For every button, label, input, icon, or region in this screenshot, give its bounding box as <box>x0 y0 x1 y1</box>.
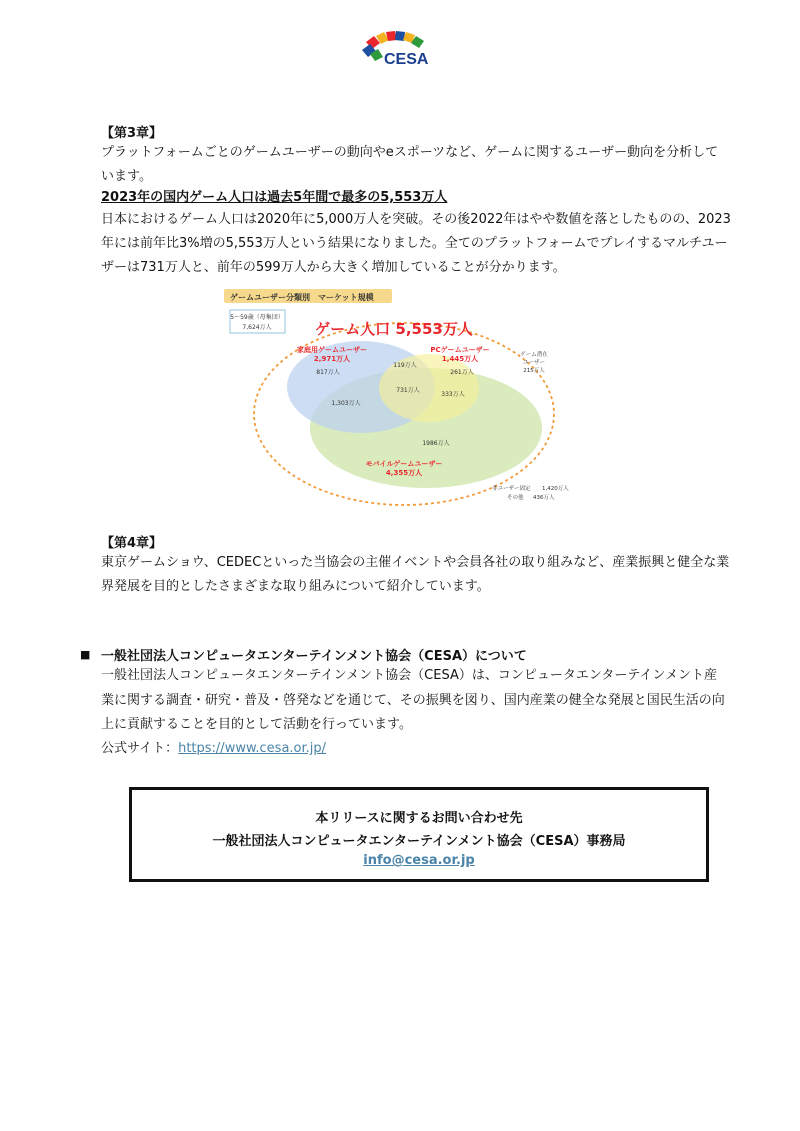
value-console-pc: 119万人 <box>393 362 417 369</box>
contact-line2: 一般社団法人コンピュータエンターテインメント協会（CESA）事務局 <box>212 834 626 849</box>
pc-value: 1,445万人 <box>441 355 479 363</box>
bullet-square-icon: ■ <box>80 648 91 661</box>
value-pc-only: 261万人 <box>450 369 474 376</box>
contact-line1: 本リリースに関するお問い合わせ先 <box>315 811 523 826</box>
site-label: 公式サイト： <box>101 741 179 756</box>
base-label: 5～59歳（母集団） <box>230 314 284 321</box>
contact-email-link[interactable]: info@cesa.or.jp <box>363 853 475 868</box>
console-label: 家庭用ゲームユーザー <box>297 346 367 354</box>
latent-label-2: ユーザー <box>522 360 546 366</box>
console-value: 2,971万人 <box>313 355 351 363</box>
latent-label-1: ゲーム潜在 <box>520 352 548 358</box>
about-body: 一般社団法人コンピュータエンターテインメント協会（CESA）は、コンピュータエンターテインメント産業に関する調査・研究・普及・啓発などを通じて、その振興を図り、国内産業の健全な発展と国民生活の向上に貢献することを目的として活動を行っています。 <box>101 668 725 732</box>
other-label: その他 <box>507 495 524 501</box>
game-population-venn-diagram <box>224 288 574 506</box>
contact-email-wrap <box>132 853 706 868</box>
nonuser-value: 1,420万人 <box>542 486 569 492</box>
mobile-label: モバイルゲームユーザー <box>365 460 443 468</box>
chapter3-text: プラットフォームごとのゲームユーザーの動向やeスポーツなど、ゲームに関するユーザー動向を分析しています。 <box>101 145 719 184</box>
highlight-body: 日本におけるゲーム人口は2020年に5,000万人を突破。その後2022年はやや数値を落としたものの、2023年には前年比3%増の5,553万人という結果になりました。全てのプラットフォームでプレイするマルチユーザーは731万人と、前年の599万人から大きく増加していることが分かります。 <box>101 212 731 275</box>
chapter3-heading: 【第3章】 <box>101 126 163 141</box>
value-console-only: 817万人 <box>316 369 340 376</box>
about-title: 一般社団法人コンピュータエンターテインメント協会（CESA）について <box>101 649 527 664</box>
total-title: ゲーム人口 5,553万人 <box>315 320 473 338</box>
highlight-headline: 2023年の国内ゲーム人口は過去5年間で最多の5,553万人 <box>101 190 448 205</box>
contact-box <box>129 787 709 882</box>
base-value: 7,624万人 <box>242 324 272 331</box>
site-link[interactable]: https://www.cesa.or.jp/ <box>178 741 327 756</box>
nonuser-label: 非ユーザー固定 <box>492 486 531 492</box>
value-pc-mobile: 333万人 <box>441 391 465 398</box>
official-site-line <box>101 737 326 756</box>
chapter4-text: 東京ゲームショウ、CEDECといった当協会の主催イベントや会員各社の取り組みなど、産業振興と健全な業界発展を目的としたさまざまな取り組みについて紹介しています。 <box>101 555 730 594</box>
latent-value: 215万人 <box>523 368 545 374</box>
mobile-value: 4,355万人 <box>385 469 423 477</box>
figure-tag: ゲームユーザー分類別 マーケット規模 <box>230 293 374 302</box>
other-value: 436万人 <box>533 495 555 501</box>
chapter4-heading: 【第4章】 <box>101 536 163 551</box>
pc-label: PCゲームユーザー <box>430 346 490 354</box>
value-all: 731万人 <box>396 387 420 394</box>
value-mobile-only: 1986万人 <box>422 440 450 447</box>
logo-text: CESA <box>384 51 429 68</box>
value-console-mobile: 1,303万人 <box>331 400 361 407</box>
